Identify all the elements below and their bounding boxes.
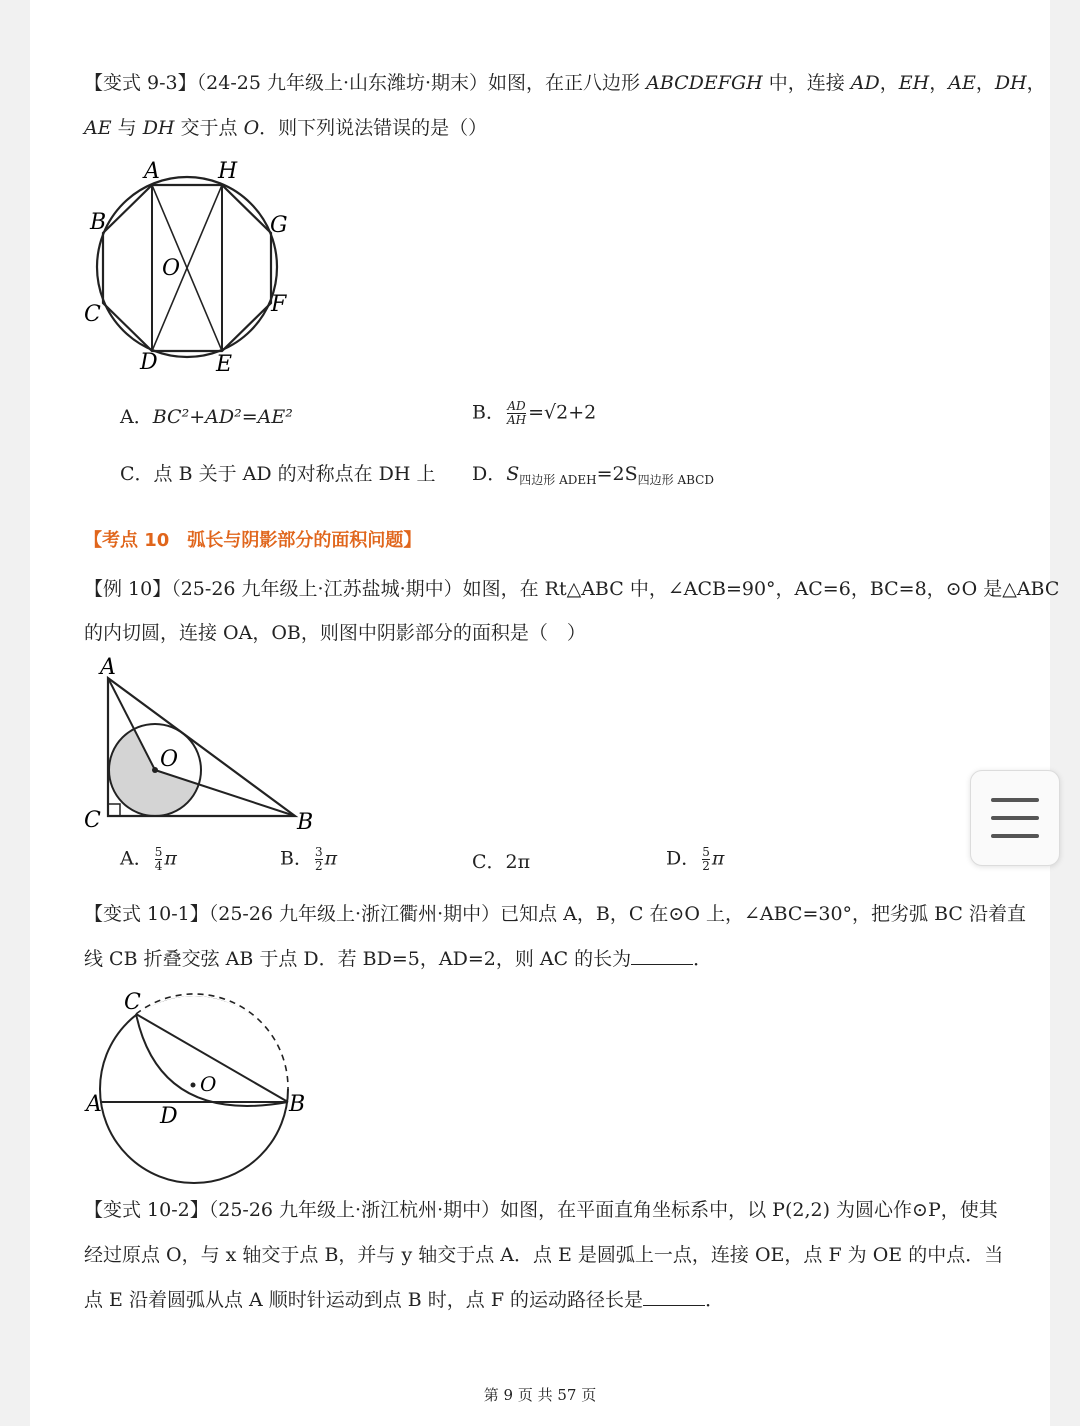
label-D: D (160, 1104, 178, 1129)
label-F: F (271, 292, 287, 317)
label-E: E (216, 352, 233, 377)
label-C: C (124, 990, 141, 1015)
section-heading: 【考点 10 弧长与阴影部分的面积问题】 (84, 530, 422, 551)
folded-arc-diagram (80, 985, 330, 1185)
label-D: D (140, 350, 158, 375)
ex10-option-d: D． $\frac{5}{2}$ π (666, 845, 725, 873)
ex10-line1: 【例 10】（25-26 九年级上·江苏盐城·期中）如图，在 Rt△ABC 中，∠ACB=90°，AC=6，BC=8，⊙O 是△ABC (84, 578, 1060, 600)
q10-2-line3: 点 E 沿着圆弧从点 A 顺时针运动到点 B 时，点 F 的运动路径长是 ． (84, 1289, 725, 1311)
q10-1-line2: 线 CB 折叠交弦 AB 于点 D．若 BD=5，AD=2，则 AC 的长为 ． (84, 948, 713, 970)
label-O: O (160, 747, 179, 772)
q9-3-tag: 【变式 9-3】 (84, 72, 197, 94)
q9-3-source: （24-25 九年级上·山东潍坊·期末） (196, 72, 489, 94)
q9-3-option-b: B． $\frac{AD}{AH}$ =√2+2 (472, 399, 597, 427)
label-A: A (100, 655, 116, 680)
label-H: H (218, 159, 238, 184)
label-A: A (86, 1092, 102, 1117)
octagon-diagram (80, 155, 300, 380)
label-A: A (144, 159, 160, 184)
incircle-triangle-diagram (80, 650, 330, 840)
label-B: B (297, 810, 314, 835)
label-C: C (84, 302, 101, 327)
label-B: B (289, 1092, 306, 1117)
q9-3-line1: 【变式 9-3】（24-25 九年级上·山东潍坊·期末）如图，在正八边形 ABCDEFGH 中，连接 AD，EH，AE，DH， (84, 72, 1046, 94)
fraction: $\frac{AD}{AH}$ (506, 399, 527, 427)
label-G: G (270, 213, 288, 238)
page-footer: 第 9 页 共 57 页 (483, 1386, 597, 1404)
label-O: O (200, 1072, 217, 1096)
ex10-line2: 的内切圆，连接 OA，OB，则图中阴影部分的面积是（ ） (84, 622, 586, 644)
menu-button[interactable] (970, 770, 1060, 866)
q9-3-line2: AE 与 DH 交于点 O．则下列说法错误的是（） (84, 117, 488, 139)
q10-1-line1: 【变式 10-1】（25-26 九年级上·浙江衢州·期中）已知点 A，B，C 在⊙O 上，∠ABC=30°，把劣弧 BC 沿着直 (84, 903, 1026, 925)
answer-blank (631, 948, 693, 965)
label-C: C (84, 808, 101, 833)
q10-2-line2: 经过原点 O，与 x 轴交于点 B，并与 y 轴交于点 A．点 E 是圆弧上一点，连接 OE，点 F 为 OE 的中点．当 (84, 1244, 1004, 1266)
ex10-option-c: C．2π (472, 851, 531, 873)
q9-3-option-c: C．点 B 关于 AD 的对称点在 DH 上 (120, 463, 436, 485)
q9-3-option-d: D．$S_{四边形 ADEH}=2S_{四边形 ABCD}$ (472, 463, 714, 487)
label-B: B (90, 210, 107, 235)
q9-3-option-a: A．BC²+AD²=AE² (120, 406, 293, 428)
ex10-option-a: A． $\frac{5}{4}$ π (120, 845, 177, 873)
label-O: O (162, 256, 181, 281)
q10-2-line1: 【变式 10-2】（25-26 九年级上·浙江杭州·期中）如图，在平面直角坐标系中，以 P(2,2) 为圆心作⊙P，使其 (84, 1199, 998, 1221)
answer-blank (643, 1289, 705, 1306)
ex10-option-b: B． $\frac{3}{2}$ π (280, 845, 338, 873)
